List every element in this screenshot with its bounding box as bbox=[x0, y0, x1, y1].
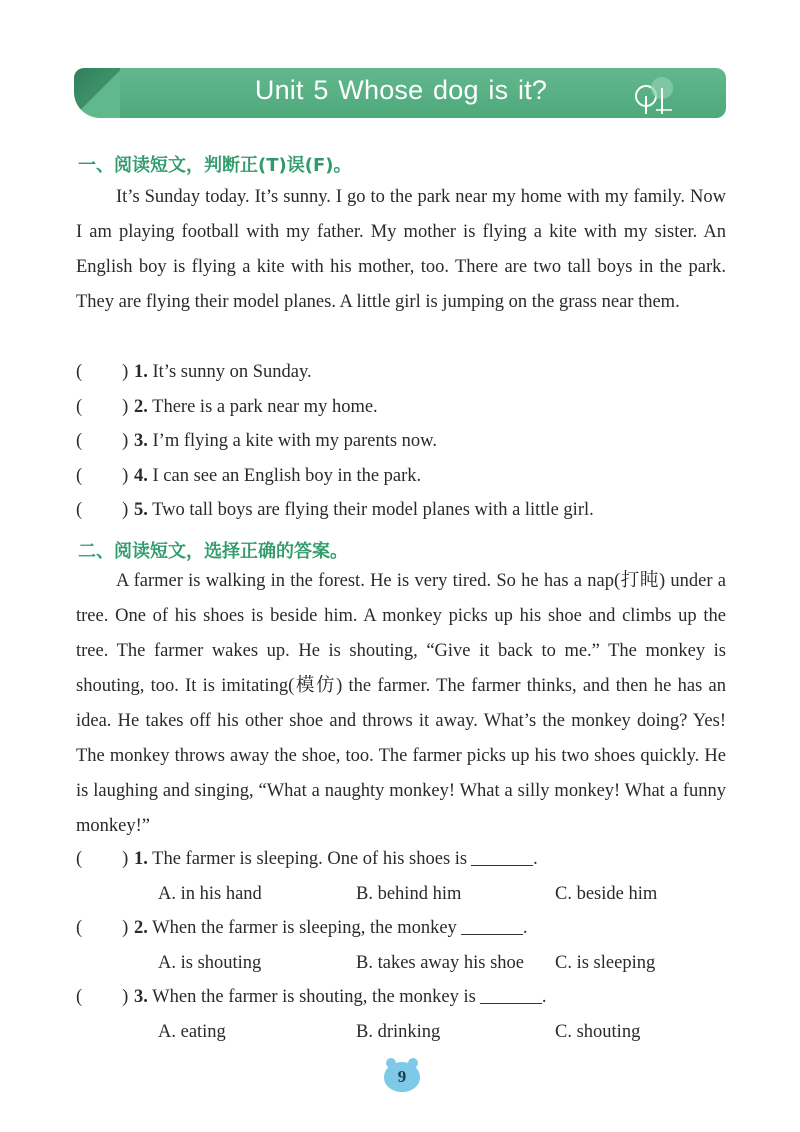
unit-title: Unit 5 Whose dog is it? bbox=[254, 75, 548, 105]
answer-paren[interactable]: ( ) bbox=[76, 849, 129, 869]
page-number: 9 bbox=[384, 1062, 420, 1092]
tf-question-3: ( ) 3. I’m flying a kite with my parents now. bbox=[76, 431, 437, 451]
mc-question-1: ( ) 1. The farmer is sleeping. One of his shoes is . bbox=[76, 849, 538, 869]
option-c[interactable]: C. beside him bbox=[555, 884, 658, 904]
option-c[interactable]: C. shouting bbox=[555, 1022, 641, 1042]
answer-paren[interactable]: ( ) bbox=[76, 431, 129, 451]
tf-question-5: ( ) 5. Two tall boys are flying their model planes with a little girl. bbox=[76, 500, 594, 520]
unit-title-banner bbox=[76, 68, 726, 118]
tf-question-1: ( ) 1. It’s sunny on Sunday. bbox=[76, 362, 312, 382]
answer-paren[interactable]: ( ) bbox=[76, 466, 129, 486]
mc-question-2: ( ) 2. When the farmer is sleeping, the monkey . bbox=[76, 918, 528, 938]
answer-paren[interactable]: ( ) bbox=[76, 362, 129, 382]
answer-blank[interactable] bbox=[480, 987, 542, 1004]
answer-paren[interactable]: ( ) bbox=[76, 397, 129, 417]
section1-passage: It’s Sunday today. It’s sunny. I go to the park near my home with my family. Now I am playing football with my father. My mother is flying a kite with my sister. An English boy is flying a kite with his mother, too. There are two tall boys in the park. They are flying their model planes. A little girl is jumping on the grass near them. bbox=[76, 187, 726, 312]
badge-ear-right bbox=[408, 1058, 418, 1068]
option-a[interactable]: A. in his hand bbox=[158, 884, 262, 904]
section2-passage: A farmer is walking in the forest. He is very tired. So he has a nap(打盹) under a tree. One of his shoes is beside him. A monkey picks up his shoe and climbs up the tree. The farmer wakes up. He is shouting, “Give it back to me.” The monkey is shouting, too. It is imitating(模仿) the farmer. The farmer thinks, and then he has an idea. He takes off his other shoe and throws it away. What’s the monkey doing? Yes! The monkey throws away the shoe, too. The farmer picks up his two shoes quickly. He is laughing and singing, “What a naughty monkey! What a silly monkey! What a funny monkey!” bbox=[76, 571, 726, 836]
badge-ear-left bbox=[386, 1058, 396, 1068]
answer-blank[interactable] bbox=[471, 849, 533, 866]
answer-blank[interactable] bbox=[461, 918, 523, 935]
mc-question-3: ( ) 3. When the farmer is shouting, the monkey is . bbox=[76, 987, 547, 1007]
option-c[interactable]: C. is sleeping bbox=[555, 953, 656, 973]
section1-heading: 一、阅读短文，判断正(T)误(F)。 bbox=[78, 155, 352, 176]
answer-paren[interactable]: ( ) bbox=[76, 500, 129, 520]
section2-heading: 二、阅读短文，选择正确的答案。 bbox=[78, 541, 348, 562]
answer-paren[interactable]: ( ) bbox=[76, 918, 129, 938]
option-a[interactable]: A. is shouting bbox=[158, 953, 262, 973]
tf-question-2: ( ) 2. There is a park near my home. bbox=[76, 397, 378, 417]
option-b[interactable]: B. takes away his shoe bbox=[356, 953, 525, 973]
option-a[interactable]: A. eating bbox=[158, 1022, 226, 1042]
option-b[interactable]: B. behind him bbox=[356, 884, 462, 904]
tree-icon bbox=[632, 74, 680, 114]
answer-paren[interactable]: ( ) bbox=[76, 987, 129, 1007]
tf-question-4: ( ) 4. I can see an English boy in the park. bbox=[76, 466, 422, 486]
option-b[interactable]: B. drinking bbox=[356, 1022, 441, 1042]
